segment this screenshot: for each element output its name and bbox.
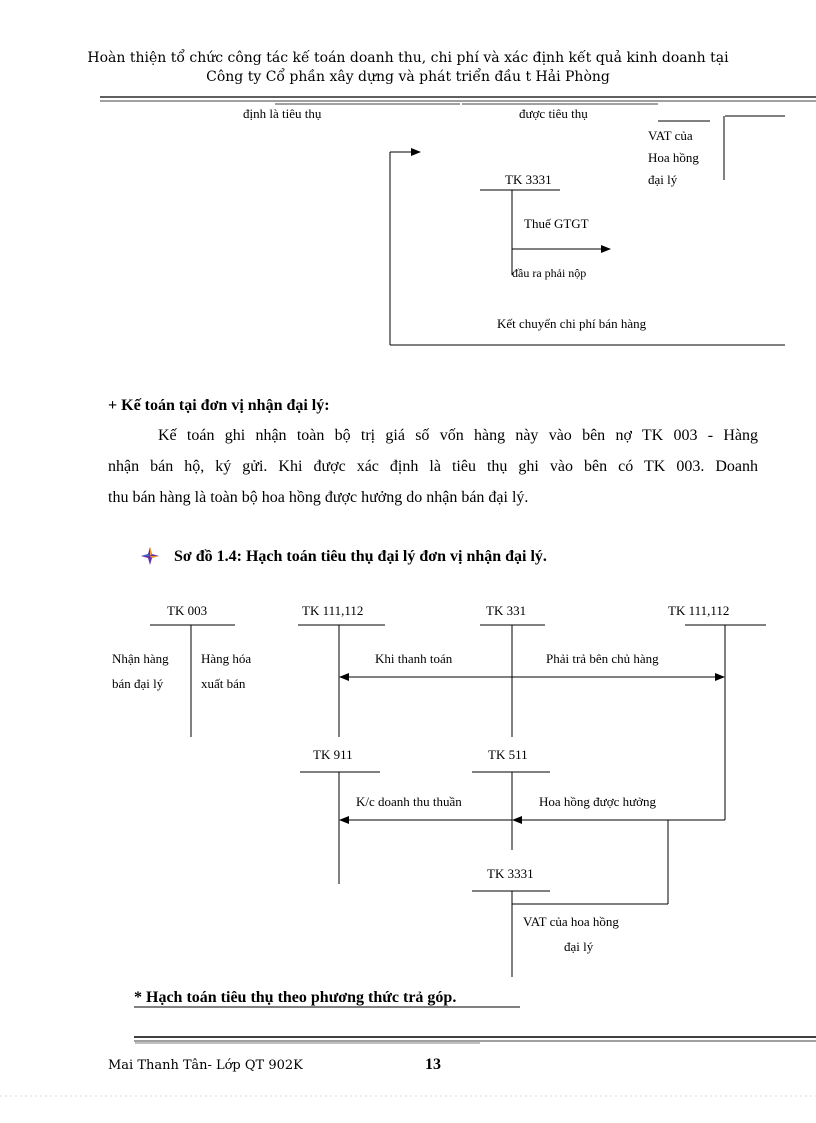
tax-label-2: đầu ra phải nộp (512, 266, 587, 280)
payable-label: Phải trả bên chủ hàng (546, 651, 659, 666)
tk911-label: TK 911 (313, 747, 353, 762)
page-number: 13 (425, 1056, 441, 1073)
paragraph-line-2: nhận bán hộ, ký gửi. Khi được xác định là tiêu thụ ghi vào bên có TK 003. Doanh (108, 458, 758, 475)
commission-label: Hoa hồng được hưởng (539, 794, 657, 809)
vat-line-3: đại lý (648, 172, 678, 187)
account-3331-top: TK 3331 (505, 172, 552, 187)
vat-line-2: Hoa hồng (648, 150, 699, 165)
bullet-icon (141, 547, 159, 565)
label-mid-top: được tiêu thụ (519, 106, 588, 121)
transfer-label: Kết chuyển chi phí bán hàng (497, 316, 647, 331)
tk111-left-label: TK 111,112 (302, 603, 364, 618)
tk111-right-label: TK 111,112 (668, 603, 730, 618)
vat-commission-line-2: đại lý (564, 939, 594, 954)
tk331-label: TK 331 (486, 603, 527, 618)
section-heading (108, 397, 330, 415)
tax-label: Thuế GTGT (524, 216, 589, 231)
paragraph-line-3: thu bán hàng là toàn bộ hoa hồng được hưởng do nhận bán đại lý. (108, 489, 529, 506)
tk3331-label: TK 3331 (487, 866, 534, 881)
vat-commission-line-1: VAT của hoa hồng (523, 914, 619, 929)
section-heading-text: + Kế toán tại đơn vị nhận đại lý: (108, 397, 330, 414)
payment-label: Khi thanh toán (375, 651, 453, 666)
paragraph-line-1: Kế toán ghi nhận toàn bộ trị giá số vốn hàng này vào bên nợ TK 003 - Hàng (158, 427, 758, 444)
label-left-top: định là tiêu thụ (243, 106, 322, 121)
tk003-label: TK 003 (167, 603, 208, 618)
installment-heading: * Hạch toán tiêu thụ theo phương thức trả góp. (134, 989, 457, 1006)
tk511-label: TK 511 (488, 747, 528, 762)
kc-revenue-label: K/c doanh thu thuần (356, 794, 462, 809)
vat-line-1: VAT của (648, 128, 693, 143)
receive-line-1: Nhận hàng (112, 651, 169, 666)
goods-line-2: xuất bán (201, 676, 246, 691)
footer-author: Mai Thanh Tân- Lớp QT 902K (108, 1058, 303, 1073)
goods-line-1: Hàng hóa (201, 651, 252, 666)
scheme-title: Sơ đồ 1.4: Hạch toán tiêu thụ đại lý đơn vị nhận đại lý. (174, 548, 547, 565)
receive-line-2: bán đại lý (112, 676, 164, 691)
header-line-2: Công ty Cổ phần xây dựng và phát triển đầu t Hải Phòng (206, 69, 610, 85)
header-line-1: Hoàn thiện tổ chức công tác kế toán doanh thu, chi phí và xác định kết quả kinh doanh tại (87, 50, 729, 66)
